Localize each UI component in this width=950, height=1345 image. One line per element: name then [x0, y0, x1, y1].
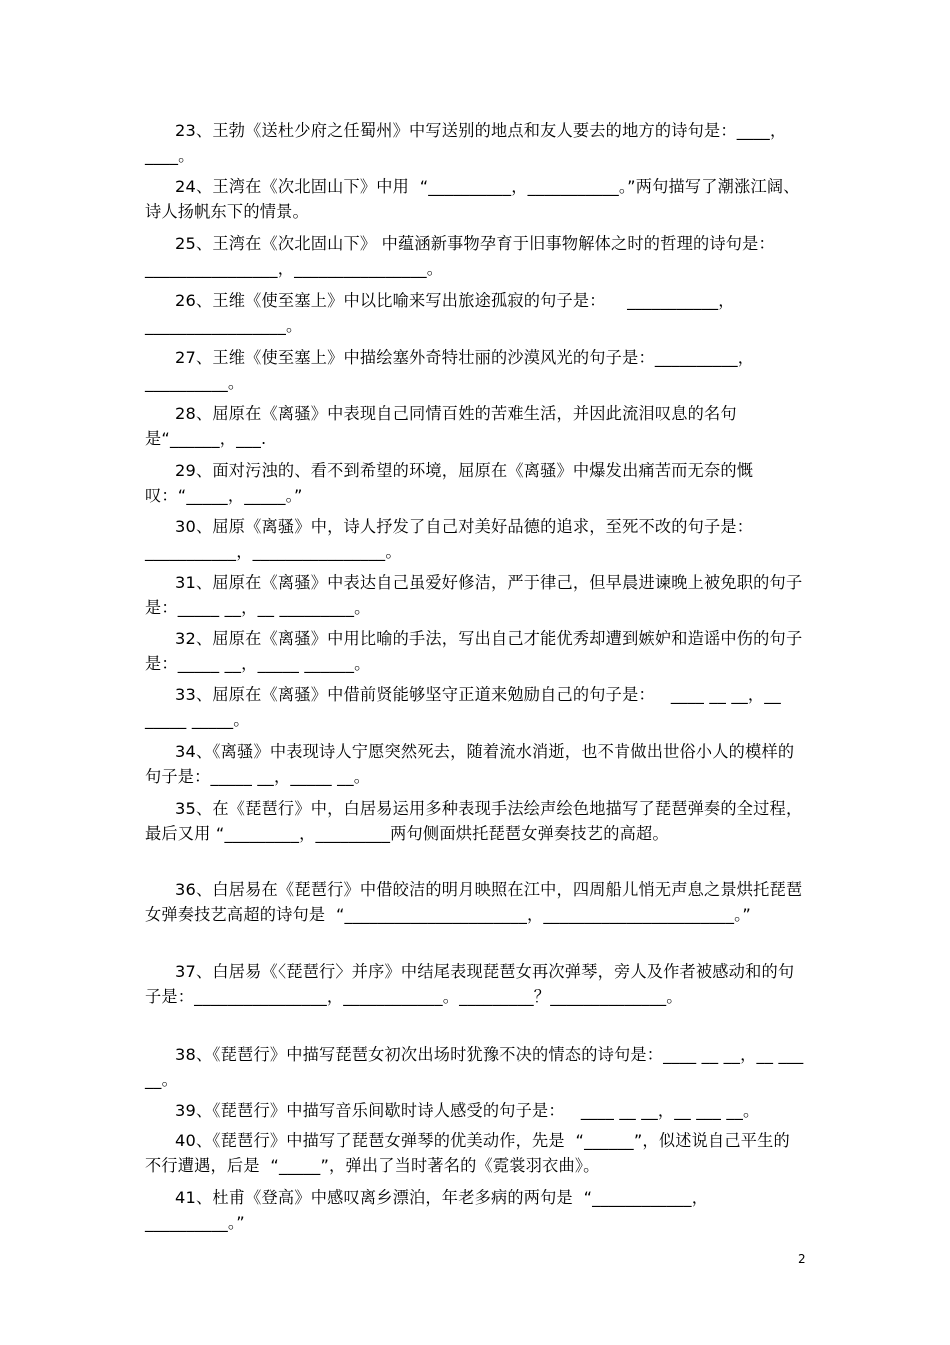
- question-36: 36、白居易在《琵琶行》中借皎洁的明月映照在江中，四周船儿悄无声息之景烘托琵琶女弹奏技艺高超的诗句是 “______________________，_______________________。”: [145, 880, 803, 924]
- question-23: 23、王勃《送杜少府之任蜀州》中写送别的地点和友人要去的地方的诗句是：____，____。: [145, 121, 787, 165]
- question-32: 32、屈原在《离骚》中用比喻的手法，写出自己才能优秀却遭到嫉妒和造谣中伤的句子是：_____ __，_____ ______。: [145, 629, 803, 673]
- question-25: 25、王湾在《次北固山下》 中蕴涵新事物孕育于旧事物解体之时的哲理的诗句是：________________，________________。: [145, 234, 775, 278]
- question-31: 31、屈原在《离骚》中表达自己虽爱好修洁，严于律己，但早晨进谏晚上被免职的句子是：_____ __，__ _________。: [145, 573, 803, 617]
- question-28: 28、屈原在《离骚》中表现自己同情百姓的苦难生活，并因此流泪叹息的名句是“______，___.: [145, 404, 737, 448]
- question-30: 30、屈原《离骚》中，诗人抒发了自己对美好品德的追求，至死不改的句子是：___________，________________。: [145, 517, 754, 561]
- page-number: 2: [798, 1252, 806, 1266]
- question-27: 27、王维《使至塞上》中描绘塞外奇特壮丽的沙漠风光的句子是：__________，__________。: [145, 348, 755, 392]
- question-33: 33、屈原在《离骚》中借前贤能够坚守正道来勉励自己的句子是： ____ __ __，__ _____ _____。: [145, 685, 787, 729]
- question-34: 34、《离骚》中表现诗人宁愿突然死去，随着流水消逝，也不肯做出世俗小人的模样的句子是：_____ __，_____ __。: [145, 742, 795, 786]
- question-24: 24、王湾在《次北固山下》中用 “__________，___________。”两句描写了潮涨江阔、诗人扬帆东下的情景。: [145, 177, 800, 221]
- question-37: 37、白居易《〈琵琶行〉并序》中结尾表现琵琶女再次弹琴，旁人及作者被感动和的句子是：________________，____________。_________？______________。: [145, 962, 795, 1006]
- question-39: 39、《琵琶行》中描写音乐间歇时诗人感受的句子是： ____ __ __，__ ___ __。: [175, 1101, 760, 1120]
- question-35: 35、在《琵琶行》中，白居易运用多种表现手法绘声绘色地描写了琵琶弹奏的全过程，最后又用 “_________，_________两句侧面烘托琵琶女弹奏技艺的高超。: [145, 799, 803, 843]
- question-41: 41、杜甫《登高》中感叹离乡漂泊，年老多病的两句是 “____________，__________。”: [145, 1188, 709, 1232]
- question-29: 29、面对污浊的、看不到希望的环境，屈原在《离骚》中爆发出痛苦而无奈的慨叹：“_____，_____。”: [145, 461, 754, 505]
- question-26: 26、王维《使至塞上》中以比喻来写出旅途孤寂的句子是： ___________，_________________。: [145, 291, 735, 335]
- question-40: 40、《琵琶行》中描写了琵琶女弹琴的优美动作，先是 “______”，似述说自己平生的不行遭遇，后是 “_____”，弹出了当时著名的《霓裳羽衣曲》。: [145, 1131, 790, 1175]
- question-38: 38、《琵琶行》中描写琵琶女初次出场时犹豫不决的情态的诗句是：____ __ __，__ ___ __。: [145, 1045, 809, 1089]
